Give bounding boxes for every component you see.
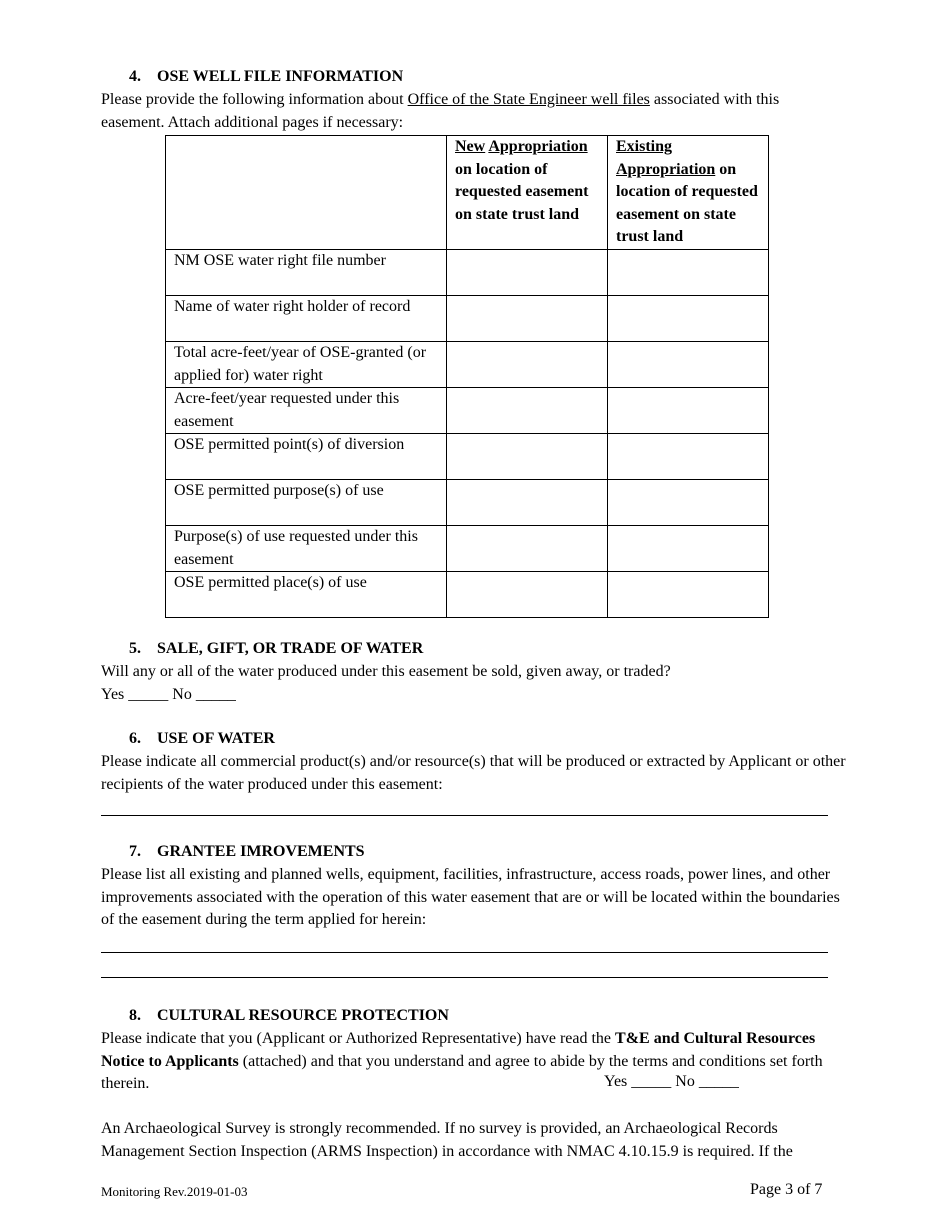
yes-no-answer-field[interactable]: Yes _____ No _____ [604, 1073, 739, 1090]
archaeological-survey-text: An Archaeological Survey is strongly recommended. If no survey is provided, an Archaeological Records Management Section Inspection (ARMS Inspection) in accordance with NMAC 4.10.15.9 is required. If the [101, 1120, 793, 1160]
ose-well-file-table [165, 135, 769, 618]
section-number: 8. [129, 1007, 141, 1024]
row-label: Total acre-feet/year of OSE-granted (or applied for) water right [166, 342, 447, 388]
table-row [166, 480, 769, 526]
row-label: NM OSE water right file number [166, 250, 447, 296]
table-row [166, 296, 769, 342]
section-title: CULTURAL RESOURCE PROTECTION [157, 1007, 449, 1024]
existing-appropriation-field[interactable] [608, 296, 769, 342]
header-new-appropriation: New Appropriation on location of requested easement on state trust land [447, 136, 608, 250]
page-number: Page 3 of 7 [750, 1181, 823, 1198]
table-row [166, 388, 769, 434]
table-row [166, 342, 769, 388]
existing-appropriation-field[interactable] [608, 480, 769, 526]
answer-line[interactable] [101, 952, 828, 953]
new-appropriation-field[interactable] [447, 250, 608, 296]
ose-well-files-link-text: Office of the State Engineer well files [407, 91, 650, 108]
intro-text: Please provide the following information about [101, 91, 408, 108]
section-7-heading [129, 843, 365, 861]
section-5-question [101, 661, 861, 706]
section-4-heading [129, 68, 403, 86]
intro-text-post: associated with this [649, 91, 780, 108]
section-title: USE OF WATER [157, 730, 275, 747]
row-label: Acre-feet/year requested under this easement [166, 388, 447, 434]
existing-appropriation-field[interactable] [608, 526, 769, 572]
section-4-intro [101, 89, 861, 134]
section-6-text: Please indicate all commercial product(s) and/or resource(s) that will be produced or extracted by Applicant or other recipients of the water produced under this easement: [101, 753, 846, 793]
section-number: 7. [129, 843, 141, 860]
row-label: OSE permitted place(s) of use [166, 572, 447, 618]
existing-appropriation-field[interactable] [608, 342, 769, 388]
table-row [166, 572, 769, 618]
row-label: Name of water right holder of record [166, 296, 447, 342]
existing-appropriation-field[interactable] [608, 572, 769, 618]
section-8-heading [129, 1007, 449, 1025]
existing-appropriation-field[interactable] [608, 250, 769, 296]
section-7-text: Please list all existing and planned wells, equipment, facilities, infrastructure, access roads, power lines, and other improvements associated with the operation of this water easement that are or will be located within the boundaries of the easement during the term applied for herein: [101, 866, 840, 928]
header-existing-appropriation: Existing Appropriation on location of requested easement on state trust land [608, 136, 769, 250]
new-appropriation-field[interactable] [447, 480, 608, 526]
table-header-row [166, 136, 769, 250]
existing-appropriation-field[interactable] [608, 434, 769, 480]
revision-label: Monitoring Rev.2019-01-03 [101, 1184, 248, 1199]
new-appropriation-field[interactable] [447, 388, 608, 434]
row-label: OSE permitted point(s) of diversion [166, 434, 447, 480]
question-text: Will any or all of the water produced under this easement be sold, given away, or traded? [101, 663, 671, 680]
new-appropriation-field[interactable] [447, 296, 608, 342]
section-number: 5. [129, 640, 141, 657]
table-row [166, 434, 769, 480]
header-cell-empty [166, 136, 447, 250]
notice-title: T&E and Cultural Resources Notice to Applicants [101, 1030, 816, 1070]
yes-no-answer-field[interactable]: Yes _____ No _____ [101, 685, 236, 703]
row-label: OSE permitted purpose(s) of use [166, 480, 447, 526]
new-appropriation-field[interactable] [447, 526, 608, 572]
answer-line[interactable] [101, 815, 828, 816]
table-row [166, 526, 769, 572]
table-row [166, 250, 769, 296]
section-number: 6. [129, 730, 141, 747]
section-8-text: Please indicate that you (Applicant or Authorized Representative) have read the T&E and Cultural Resources Notice to Applicants (attached) and that you understand and agree to abide by the terms and conditions set forth therein. [101, 1030, 823, 1092]
new-appropriation-field[interactable] [447, 572, 608, 618]
answer-line[interactable] [101, 977, 828, 978]
intro-text-line2: easement. Attach additional pages if necessary: [101, 113, 404, 131]
new-appropriation-field[interactable] [447, 342, 608, 388]
section-5-heading [129, 640, 423, 658]
section-6-heading [129, 730, 275, 748]
section-title: GRANTEE IMROVEMENTS [157, 843, 365, 860]
section-title: OSE WELL FILE INFORMATION [157, 68, 404, 85]
row-label: Purpose(s) of use requested under this easement [166, 526, 447, 572]
existing-appropriation-field[interactable] [608, 388, 769, 434]
section-title: SALE, GIFT, OR TRADE OF WATER [157, 640, 424, 657]
new-appropriation-field[interactable] [447, 434, 608, 480]
section-number: 4. [129, 68, 141, 85]
